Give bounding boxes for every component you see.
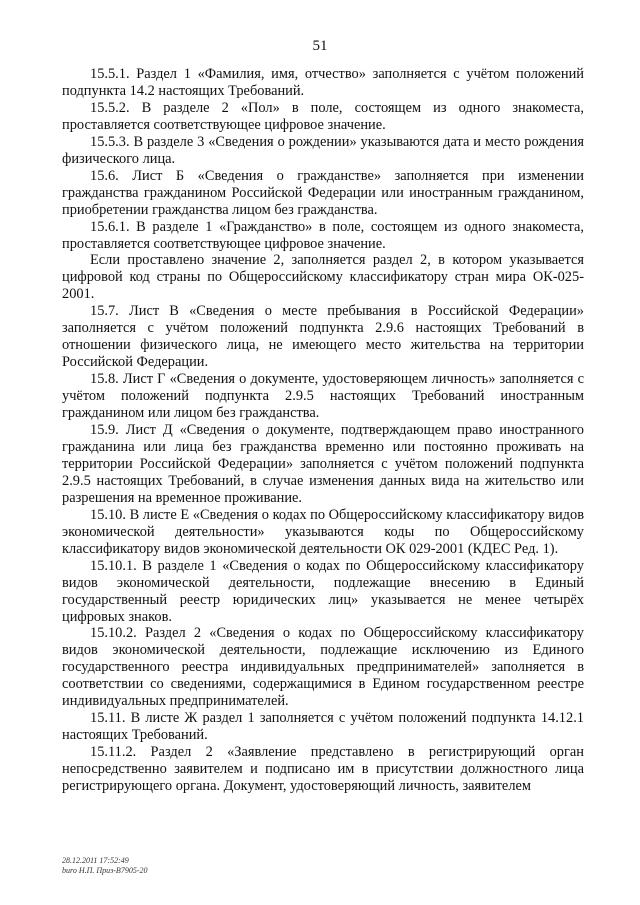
paragraph-15-6: 15.6. Лист Б «Сведения о гражданстве» заполняется при изменении гражданства гражданином Российской Федерации или иностранным гражданином, приобретении гражданства лицом без гражданства. (62, 167, 584, 218)
paragraph-15-5-2: 15.5.2. В разделе 2 «Пол» в поле, состоящем из одного знакоместа, проставляется соответствующее цифровое значение. (62, 99, 584, 133)
document-footer (62, 856, 147, 876)
paragraph-15-10-2: 15.10.2. Раздел 2 «Сведения о кодах по Общероссийскому классификатору видов экономической деятельности, подлежащие исключению из Единого государственного реестра индивидуальных предпринимателей» заполняется в соответствии со сведениями, содержащимися в Едином государственном реестре индивидуальных предпринимателей. (62, 625, 584, 710)
paragraph-15-10-1: 15.10.1. В разделе 1 «Сведения о кодах по Общероссийскому классификатору видов экономической деятельности, подлежащие внесению в Единый государственный реестр юридических лиц» указывается не менее четырёх цифровых знаков. (62, 557, 584, 625)
paragraph-15-7: 15.7. Лист В «Сведения о месте пребывания в Российской Федерации» заполняется с учётом положений подпункта 2.9.6 настоящих Требований в отношении физического лица, не имеющего место жительства на территории Российской Федерации. (62, 303, 584, 371)
document-body (62, 66, 584, 795)
footer-timestamp: 28.12.2011 17:52:49 (62, 856, 129, 865)
paragraph-15-6-1: 15.6.1. В разделе 1 «Гражданство» в поле, состоящем из одного знакоместа, проставляется соответствующее цифровое значение. (62, 218, 584, 252)
page-number: 51 (312, 38, 328, 54)
paragraph-15-10: 15.10. В листе Е «Сведения о кодах по Общероссийскому классификатору видов экономической деятельности» указываются коды по Общероссийскому классификатору видов экономической деятельности ОК 029-2001 (КДЕС Ред. 1). (62, 506, 584, 557)
footer-file-id: buro Н.П. Приз-В7905-20 (62, 866, 148, 875)
paragraph-15-6-1-cont: Если проставлено значение 2, заполняется раздел 2, в котором указывается цифровой код страны по Общероссийскому классификатору стран мира ОК-025-2001. (62, 252, 584, 303)
paragraph-15-8: 15.8. Лист Г «Сведения о документе, удостоверяющем личность» заполняется с учётом положений подпункта 2.9.5 настоящих Требований иностранным гражданином или лицом без гражданства. (62, 371, 584, 422)
paragraph-15-11: 15.11. В листе Ж раздел 1 заполняется с учётом положений подпункта 14.12.1 настоящих Требований. (62, 710, 584, 744)
paragraph-15-9: 15.9. Лист Д «Сведения о документе, подтверждающем право иностранного гражданина или лица без гражданства временно или постоянно проживать на территории Российской Федерации» заполняется с учётом положений подпункта 2.9.5 настоящих Требований, в случае изменения данных вида на жительство или разрешения на временное проживание. (62, 422, 584, 506)
paragraph-15-11-2: 15.11.2. Раздел 2 «Заявление представлено в регистрирующий орган непосредственно заявителем и подписано им в присутствии должностного лица регистрирующего органа. Документ, удостоверяющий личность, заявителем (62, 744, 584, 795)
paragraph-15-5-1: 15.5.1. Раздел 1 «Фамилия, имя, отчество» заполняется с учётом положений подпункта 14.2 настоящих Требований. (62, 66, 584, 99)
paragraph-15-5-3: 15.5.3. В разделе 3 «Сведения о рождении» указываются дата и место рождения физического лица. (62, 133, 584, 167)
